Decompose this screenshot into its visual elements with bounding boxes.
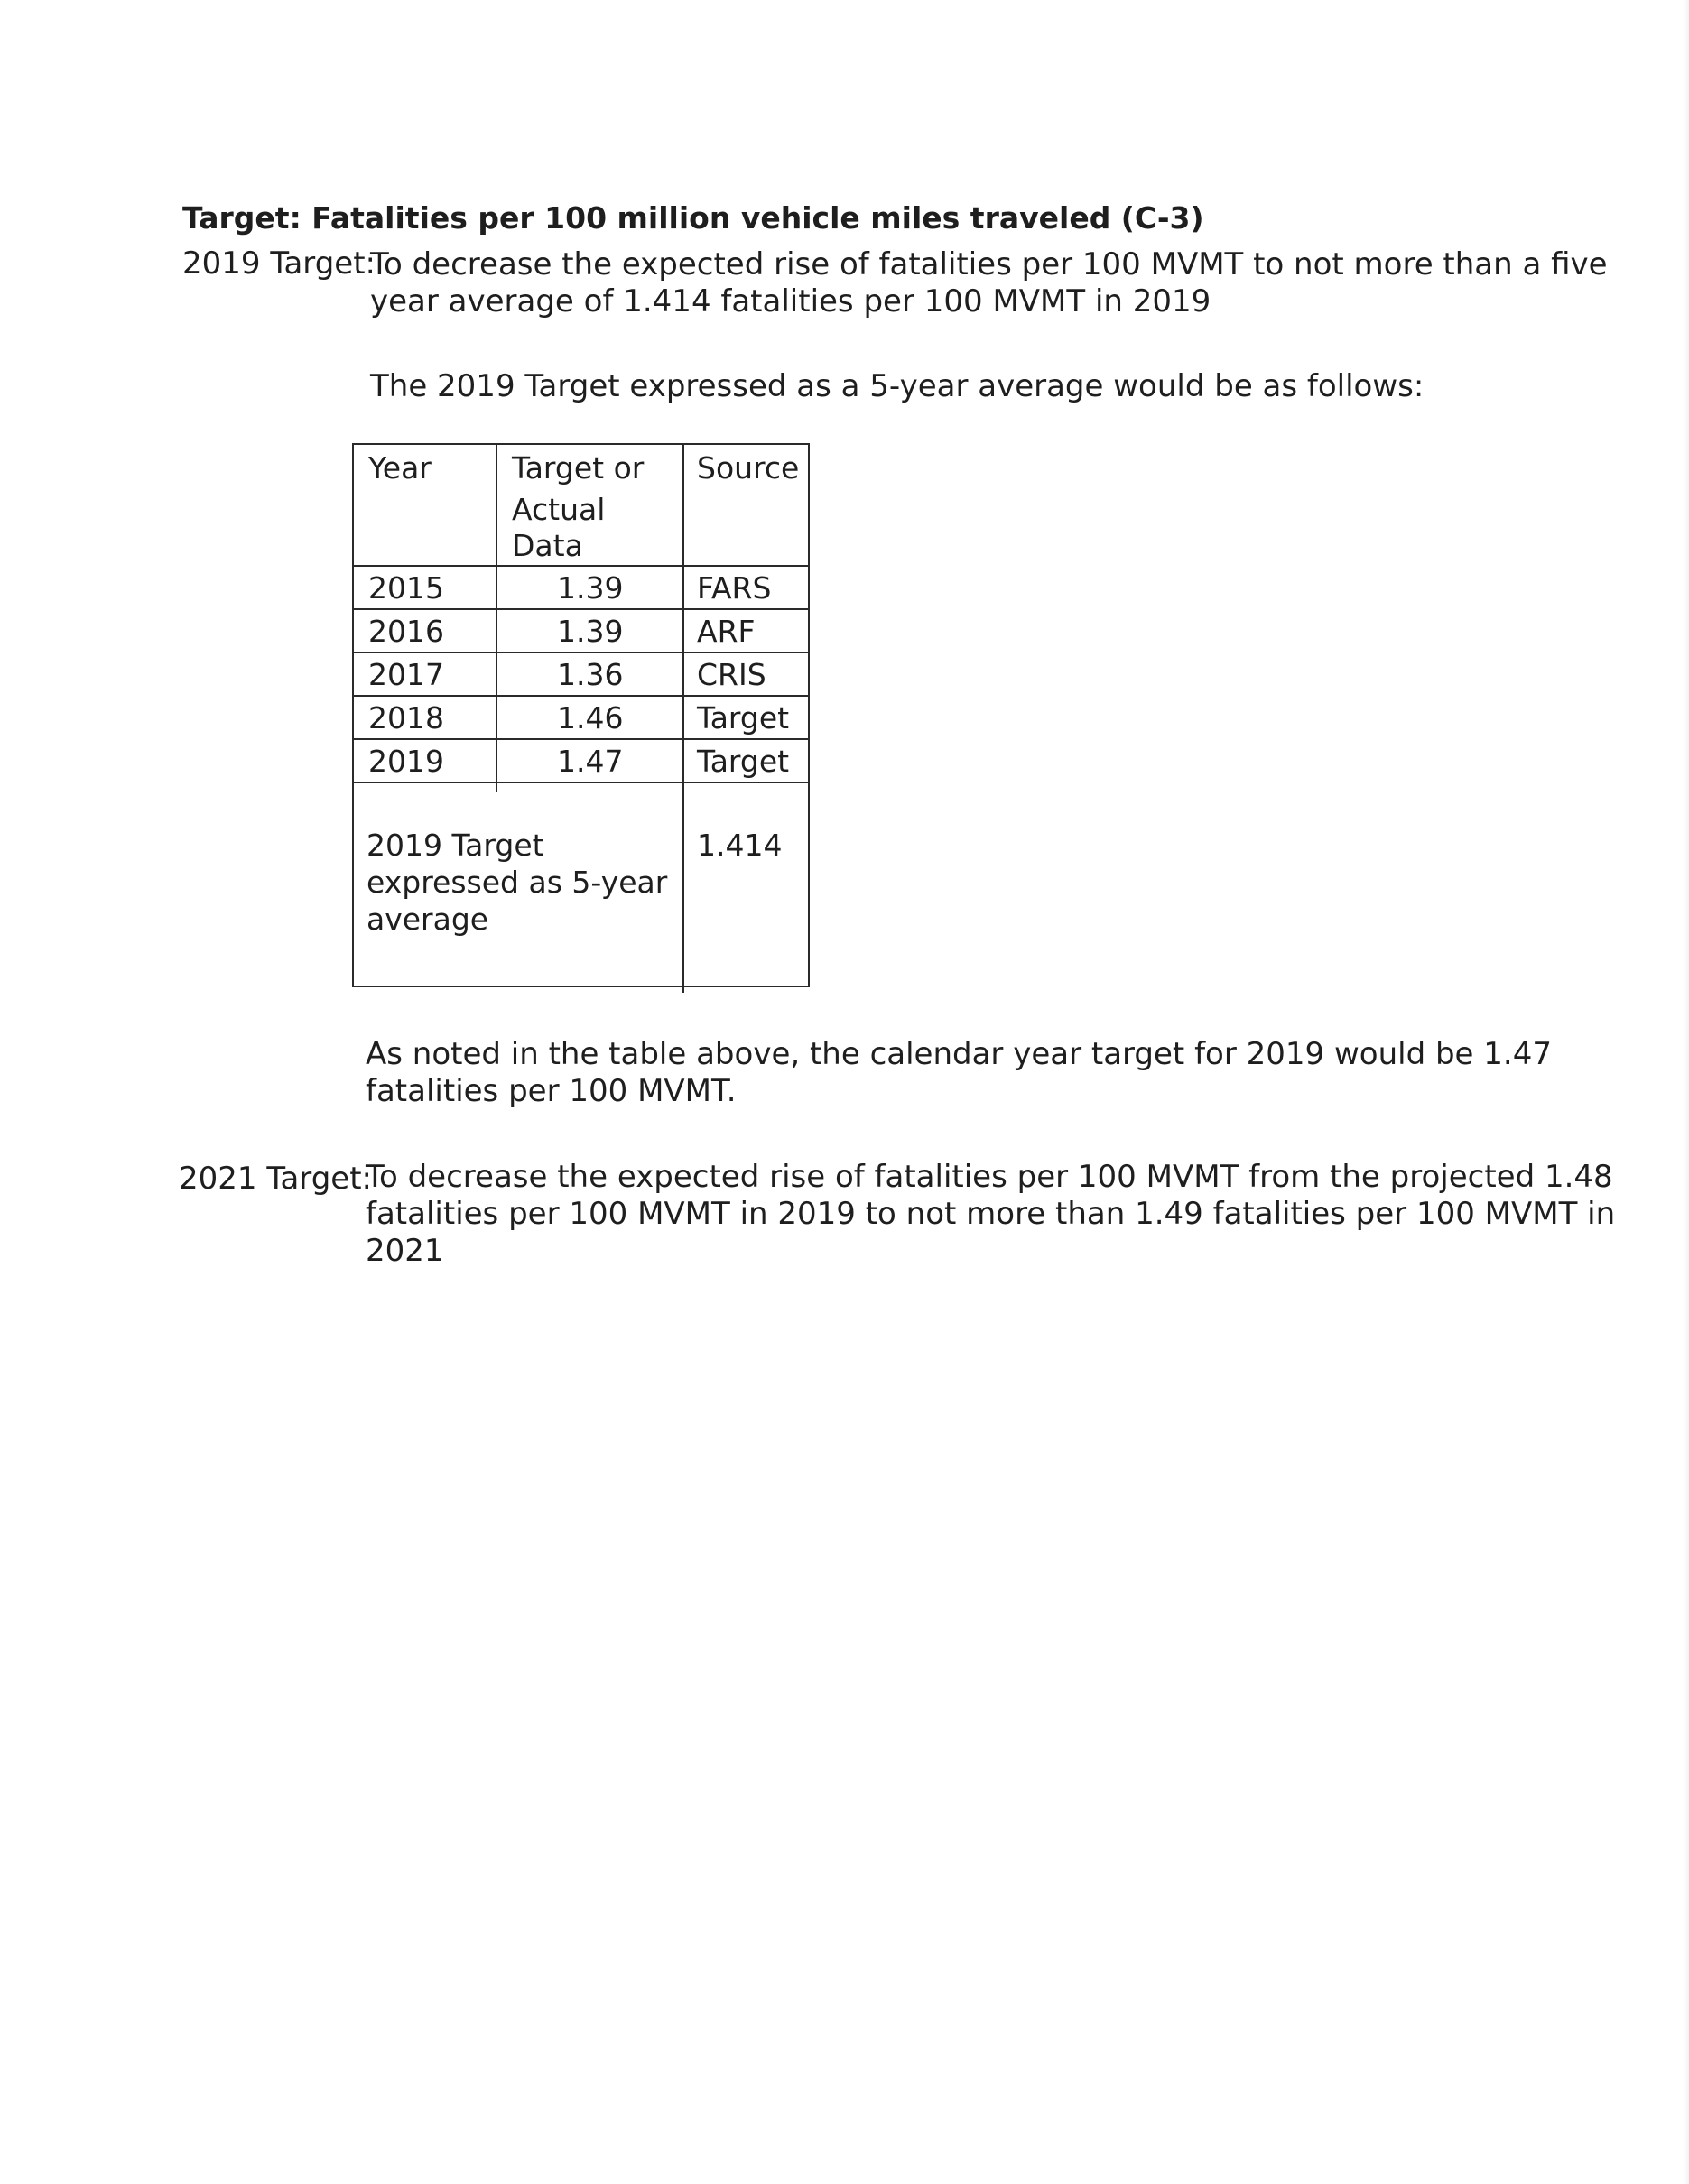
target-2019-line1: To decrease the expected rise of fatalities per 100 MVMT to not more than a five bbox=[370, 246, 1608, 282]
target-2021-label: 2021 Target: bbox=[179, 1161, 372, 1197]
row-year: 2018 bbox=[368, 700, 444, 736]
table-row bbox=[354, 740, 808, 783]
row-source: Target bbox=[697, 700, 790, 736]
target-2021-line2: fatalities per 100 MVMT in 2019 to not more than 1.49 fatalities per 100 MVMT in bbox=[366, 1196, 1616, 1232]
row-value: 1.36 bbox=[557, 657, 624, 692]
table-header-row bbox=[354, 445, 808, 567]
row-value: 1.46 bbox=[557, 700, 624, 736]
table-intro: The 2019 Target expressed as a 5-year average would be as follows: bbox=[370, 368, 1425, 404]
row-year: 2017 bbox=[368, 657, 444, 692]
row-source: Target bbox=[697, 744, 790, 779]
row-value: 1.39 bbox=[557, 570, 624, 606]
summary-label-line3: average bbox=[367, 902, 489, 937]
note-line1: As noted in the table above, the calendar year target for 2019 would be 1.47 bbox=[366, 1036, 1552, 1072]
section-heading: Target: Fatalities per 100 million vehicle miles traveled (C-3) bbox=[182, 200, 1204, 236]
target-data-table bbox=[352, 443, 810, 987]
table-row bbox=[354, 653, 808, 697]
header-source: Source bbox=[697, 450, 800, 486]
target-2021-line3: 2021 bbox=[366, 1233, 444, 1269]
row-value: 1.39 bbox=[557, 614, 624, 649]
summary-value: 1.414 bbox=[697, 828, 783, 863]
row-value: 1.47 bbox=[557, 744, 624, 779]
header-target-line1: Target or bbox=[512, 450, 645, 486]
note-line2: fatalities per 100 MVMT. bbox=[366, 1073, 737, 1109]
row-year: 2015 bbox=[368, 570, 444, 606]
table-summary-row bbox=[354, 783, 808, 986]
row-year: 2019 bbox=[368, 744, 444, 779]
header-year: Year bbox=[368, 450, 432, 486]
table-row bbox=[354, 567, 808, 610]
header-target-line3: Data bbox=[512, 528, 583, 563]
row-year: 2016 bbox=[368, 614, 444, 649]
header-target-line2: Actual bbox=[512, 492, 606, 527]
summary-label-line2: expressed as 5-year bbox=[367, 865, 668, 900]
target-2019-label: 2019 Target: bbox=[182, 245, 376, 282]
row-source: FARS bbox=[697, 570, 772, 606]
row-source: CRIS bbox=[697, 657, 766, 692]
summary-label-line1: 2019 Target bbox=[367, 828, 544, 863]
target-2021-line1: To decrease the expected rise of fatalities per 100 MVMT from the projected 1.48 bbox=[366, 1159, 1613, 1195]
table-row bbox=[354, 610, 808, 653]
table-row bbox=[354, 697, 808, 740]
scan-edge-shadow bbox=[1684, 0, 1689, 2184]
row-source: ARF bbox=[697, 614, 756, 649]
target-2019-line2: year average of 1.414 fatalities per 100 MVMT in 2019 bbox=[370, 283, 1211, 319]
